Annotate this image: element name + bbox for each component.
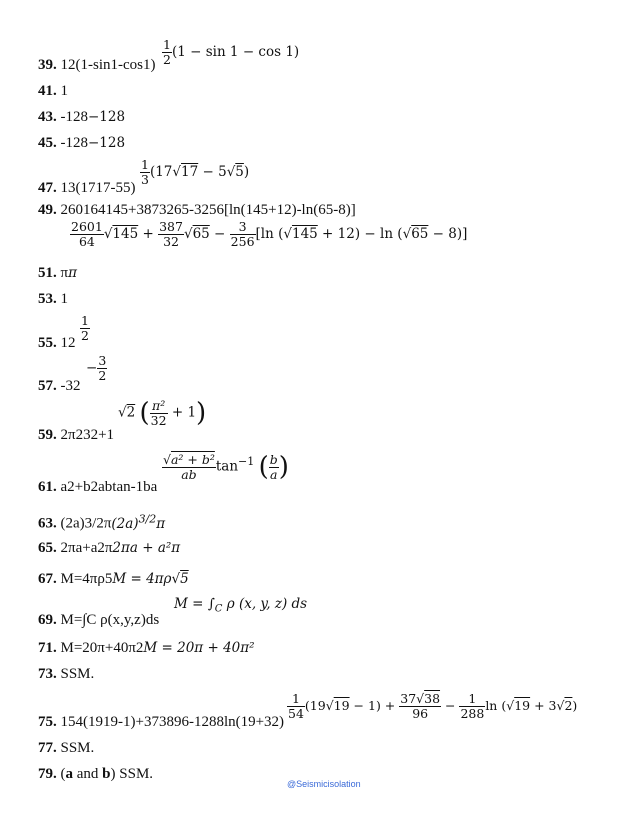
answer-number: 59. [38,427,57,443]
answer-number: 75. [38,714,57,730]
paren-open: ( [60,766,66,782]
answer-45 [38,136,125,151]
answer-number: 71. [38,640,57,656]
answer-59 [38,428,114,443]
answer-text: -128 [60,109,88,125]
answer-number: 77. [38,740,57,756]
answer-number: 43. [38,109,57,125]
answer-number: 51. [38,265,57,281]
math-39: $\frac{1}{2}$ (1 − sin 1 − cos 1) [163,37,300,67]
answer-text: 154(1919-1)+373896-1288ln(19+32) [60,714,285,730]
answer-number: 61. [38,479,57,495]
answer-text: 12 [60,335,76,351]
answer-number: 39. [38,57,57,73]
math-63: $(2a)^{3/2}\pi$ [111,512,166,532]
answer-text: 12(1-sin1-cos1) [60,57,156,73]
math-55: $\frac{1}{2}$ [81,313,89,343]
answer-text: 1 [60,83,68,99]
answer-79 [38,767,153,782]
fraction: $\frac{1}{2}$ [163,37,171,67]
answer-text: SSM. [60,666,95,682]
answer-55 [38,336,76,351]
math-65: 2πa + a²π [112,540,181,556]
answer-number: 79. [38,766,57,782]
answer-57 [38,379,81,394]
answer-text: 1 [60,291,68,307]
answer-63 [38,513,165,532]
answer-49 [38,203,356,218]
answer-number: 69. [38,612,57,628]
answer-text: (2a)3/2π [60,515,112,532]
math-75: $\frac{1}{54}$ (19√19 − 1) + $\frac{37√38}{96}$ − $\frac{1}{288}$ ln (√19 + 3√2) [288,691,578,721]
answer-text: -128 [60,135,88,151]
math-69: $M = \int_C$ ρ (x, y, z) ds [174,596,308,615]
math-57: − $\frac{3}{2}$ [86,353,107,383]
part-a: a [65,766,73,782]
answer-77 [38,741,94,756]
math-45: −128 [88,135,126,151]
answer-41 [38,84,68,99]
answer-text: M=20π+40π2 [60,640,144,656]
answer-75 [38,715,284,730]
answer-number: 65. [38,540,57,556]
math-71: M = 20π + 40π² [143,640,255,656]
answer-number: 73. [38,666,57,682]
answer-number: 53. [38,291,57,307]
answer-text: M=∫C ρ(x,y,z)ds [60,612,160,628]
answer-61 [38,480,157,495]
answer-number: 63. [38,515,57,532]
answer-51 [38,266,77,281]
answer-text: π [60,265,69,281]
answer-text: -32 [60,378,81,394]
answer-number: 47. [38,180,57,196]
answer-number: 49. [38,202,57,218]
answer-text: SSM. [60,740,95,756]
answer-53 [38,292,68,307]
answer-text: 260164145+3873265-3256[ln(145+12)-ln(65-8)] [60,202,356,218]
answer-67 [38,572,189,587]
math-47: $\frac{1}{3}$ (17√17 − 5√5) [141,157,250,187]
answer-text: 13(1717-55) [60,180,136,196]
and-text: and [76,766,99,782]
math-49: $\frac{2601}{64}$ √145 + $\frac{387}{32}$ √65 − $\frac{3}{256}$ [ln (√145 + 12) − ln (√65 − 8)] [71,219,468,249]
math-61: $\frac{\text{√a² + b²}}{ab}$ $\tan^{-1}$ ( $\frac{b}{a}$ ) [163,451,289,482]
math-67: M = 4πρ√5 [112,571,189,587]
answer-69 [38,613,159,628]
part-b: b [102,766,111,782]
math-43: −128 [88,109,126,125]
answer-number: 67. [38,571,57,587]
answer-text: ) SSM. [110,766,154,782]
answer-text: a2+b2abtan-1ba [60,479,158,495]
answer-text: 2πa+a2π [60,540,113,556]
math-51: π [68,265,77,281]
answer-39 [38,58,155,73]
answer-number: 41. [38,83,57,99]
watermark: @Seismicisolation [287,779,361,789]
answer-text: 2π232+1 [60,427,115,443]
answer-71 [38,641,255,656]
answer-43 [38,110,125,125]
answer-number: 45. [38,135,57,151]
answer-number: 57. [38,378,57,394]
answer-73 [38,667,94,682]
answer-47 [38,181,136,196]
answer-text: M=4πρ5 [60,571,113,587]
math-59: √2 ( $\frac{\text{π²}}{32}$ + 1) [118,397,207,428]
answer-65 [38,541,180,556]
answer-number: 55. [38,335,57,351]
